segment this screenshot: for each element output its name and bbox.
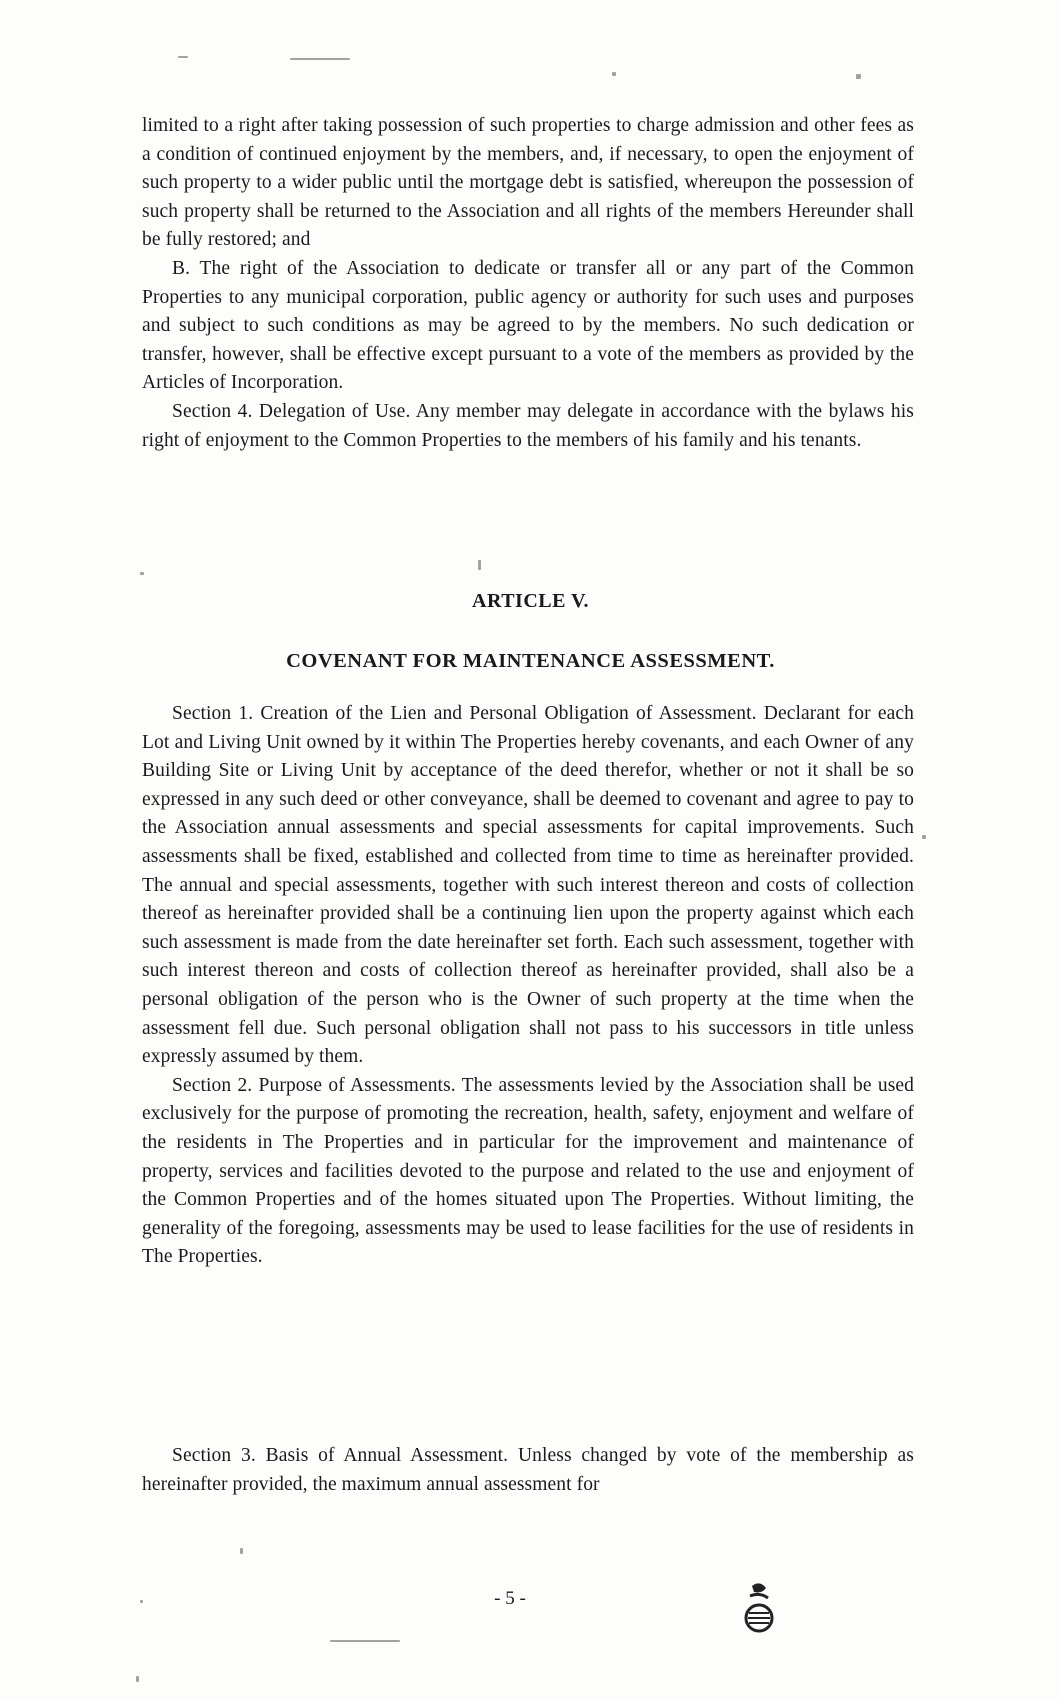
scan-speck bbox=[140, 572, 144, 575]
section-1-lien: Section 1. Creation of the Lien and Personal Obligation of Assessment. Declarant for each Lot and Living Unit owned by it within The Properties hereby covenants, and each Owner of any Building Site or Living Unit by acceptance of the deed therefor, whether or not it shall be so expressed in any such deed or other conveyance, shall be deemed to covenant and agree to pay to the Association annual assessments and special assessments for capital improvements. Such assessments shall be fixed, established and collected from time to time as hereinafter provided. The annual and special assessments, together with such interest thereon and costs of collection thereof as hereinafter provided shall be a continuing lien upon the property against which each such assessment is made from the date hereinafter set forth. Each such assessment, together with such interest thereon and costs of collection thereof as hereinafter provided, shall also be a personal obligation of the person who is the Owner of such property at the time when the assessment fell due. Such personal obligation shall not pass to his successors in title unless expressly assumed by them. bbox=[142, 703, 914, 1068]
section-3-basis: Section 3. Basis of Annual Assessment. Unless changed by vote of the membership as hereinafter provided, the maximum annual assessment for bbox=[142, 1445, 914, 1495]
paragraph-dedication: B. The right of the Association to dedicate or transfer all or any part of the Common Properties to any municipal corporation, public agency or authority for such uses and purposes and subject to such conditions as may be agreed to by the members. No such dedication or transfer, however, shall be effective except pursuant to a vote of the members as provided by the Articles of Incorporation. bbox=[142, 257, 914, 394]
scan-speck bbox=[178, 56, 188, 58]
stamp-mark-icon bbox=[740, 1580, 780, 1636]
article-title: COVENANT FOR MAINTENANCE ASSESSMENT. bbox=[286, 650, 775, 672]
scan-speck bbox=[478, 560, 481, 570]
scan-speck bbox=[330, 1640, 400, 1642]
scan-speck bbox=[290, 58, 350, 60]
scan-speck bbox=[856, 74, 861, 79]
page-number: - 5 - bbox=[494, 1588, 526, 1609]
scan-speck bbox=[612, 72, 616, 76]
scan-speck bbox=[136, 1676, 139, 1682]
scan-speck bbox=[922, 835, 926, 839]
article-heading: ARTICLE V. bbox=[472, 590, 589, 612]
section-2-purpose: Section 2. Purpose of Assessments. The assessments levied by the Association shall be used exclusively for the purpose of promoting the recreation, health, safety, enjoyment and welfare of the residents in The Properties and in particular for the improvement and maintenance of property, services and facilities devoted to the purpose and related to the use and enjoyment of the Common Properties and of the homes situated upon The Properties. Without limiting, the generality of the foregoing, assessments may be used to lease facilities for the use of residents in The Properties. bbox=[142, 1074, 914, 1268]
body-text-top bbox=[142, 112, 914, 455]
scan-speck bbox=[240, 1548, 243, 1554]
paragraph-continuation: limited to a right after taking possession of such properties to charge admission and other fees as a condition of continued enjoyment by the members, and, if necessary, to open the enjoyment of such property to a wider public until the mortgage debt is satisfied, whereupon the possession of such property shall be returned to the Association and all rights of the members Hereunder shall be fully restored; and bbox=[142, 115, 914, 251]
scan-speck bbox=[140, 1600, 143, 1603]
body-text-article bbox=[142, 700, 914, 1272]
section-4-delegation: Section 4. Delegation of Use. Any member may delegate in accordance with the bylaws his right of enjoyment to the Common Properties to the members of his family and his tenants. bbox=[142, 400, 914, 451]
body-text-bottom bbox=[142, 1442, 914, 1499]
